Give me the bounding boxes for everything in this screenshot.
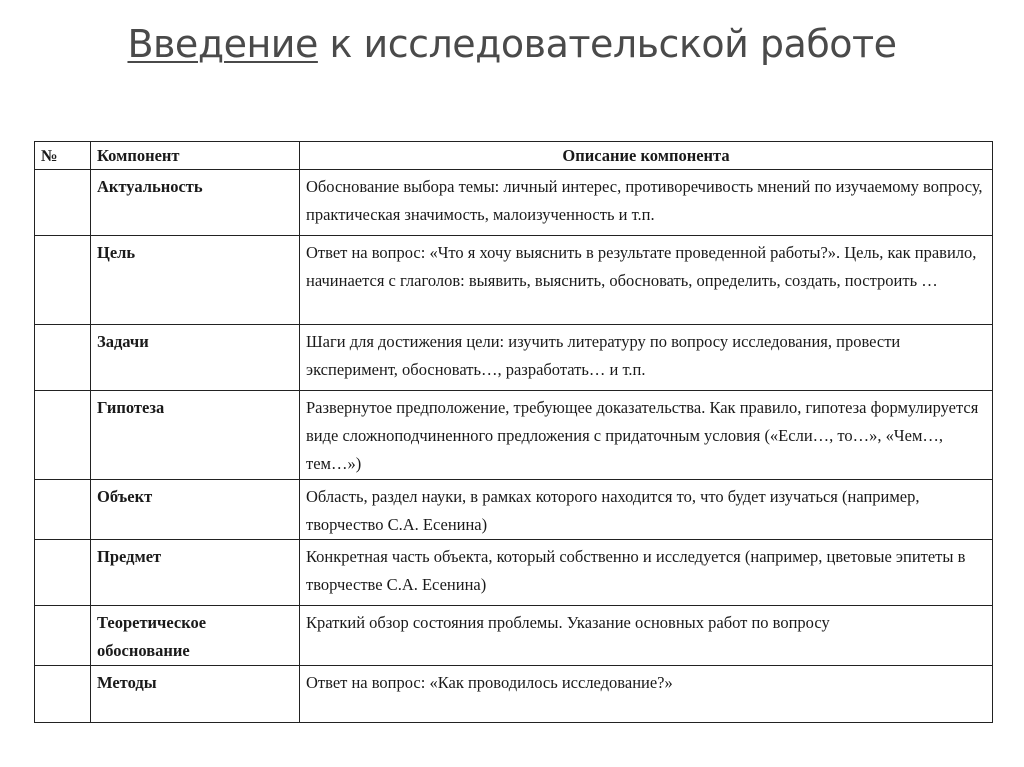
row-description: Ответ на вопрос: «Что я хочу выяснить в результате проведенной работы?». Цель, как правило, начинается с глаголов: выявить, выяснить, обосновать, определить, создать, построить … bbox=[300, 236, 993, 325]
row-description: Область, раздел науки, в рамках которого находится то, что будет изучаться (например, творчество С.А. Есенина) bbox=[300, 480, 993, 540]
row-number bbox=[35, 540, 91, 606]
row-description: Обоснование выбора темы: личный интерес, противоречивость мнений по изучаемому вопросу, практическая значимость, малоизученность и т.п. bbox=[300, 170, 993, 236]
row-number bbox=[35, 170, 91, 236]
table-row bbox=[35, 170, 993, 236]
table-row bbox=[35, 606, 993, 666]
row-component: Гипотеза bbox=[91, 391, 300, 480]
table-row bbox=[35, 325, 993, 391]
table-row bbox=[35, 540, 993, 606]
header-component: Компонент bbox=[91, 142, 300, 170]
row-description: Шаги для достижения цели: изучить литературу по вопросу исследования, провести эксперимент, обосновать…, разработать… и т.п. bbox=[300, 325, 993, 391]
row-component: Теоретическое обоснование bbox=[91, 606, 300, 666]
row-component: Методы bbox=[91, 666, 300, 723]
page-title-rest: к исследовательской работе bbox=[317, 22, 897, 66]
header-description: Описание компонента bbox=[300, 142, 993, 170]
table-row bbox=[35, 236, 993, 325]
row-number bbox=[35, 236, 91, 325]
row-number bbox=[35, 666, 91, 723]
row-number bbox=[35, 480, 91, 540]
table-row bbox=[35, 391, 993, 480]
components-table bbox=[34, 141, 993, 723]
row-number bbox=[35, 325, 91, 391]
row-component: Объект bbox=[91, 480, 300, 540]
row-component: Предмет bbox=[91, 540, 300, 606]
row-component: Актуальность bbox=[91, 170, 300, 236]
table-row bbox=[35, 666, 993, 723]
row-description: Конкретная часть объекта, который собственно и исследуется (например, цветовые эпитеты в творчестве С.А. Есенина) bbox=[300, 540, 993, 606]
row-description: Ответ на вопрос: «Как проводилось исследование?» bbox=[300, 666, 993, 723]
row-component: Цель bbox=[91, 236, 300, 325]
table-row bbox=[35, 480, 993, 540]
row-number bbox=[35, 391, 91, 480]
header-number: № bbox=[35, 142, 91, 170]
row-description: Краткий обзор состояния проблемы. Указание основных работ по вопросу bbox=[300, 606, 993, 666]
table-header-row bbox=[35, 142, 993, 170]
row-component: Задачи bbox=[91, 325, 300, 391]
page-title bbox=[0, 22, 1024, 66]
page-title-underlined: Введение bbox=[127, 22, 318, 66]
row-number bbox=[35, 606, 91, 666]
row-description: Развернутое предположение, требующее доказательства. Как правило, гипотеза формулируется виде сложноподчиненного предложения с придаточным условия («Если…, то…», «Чем…, тем…») bbox=[300, 391, 993, 480]
